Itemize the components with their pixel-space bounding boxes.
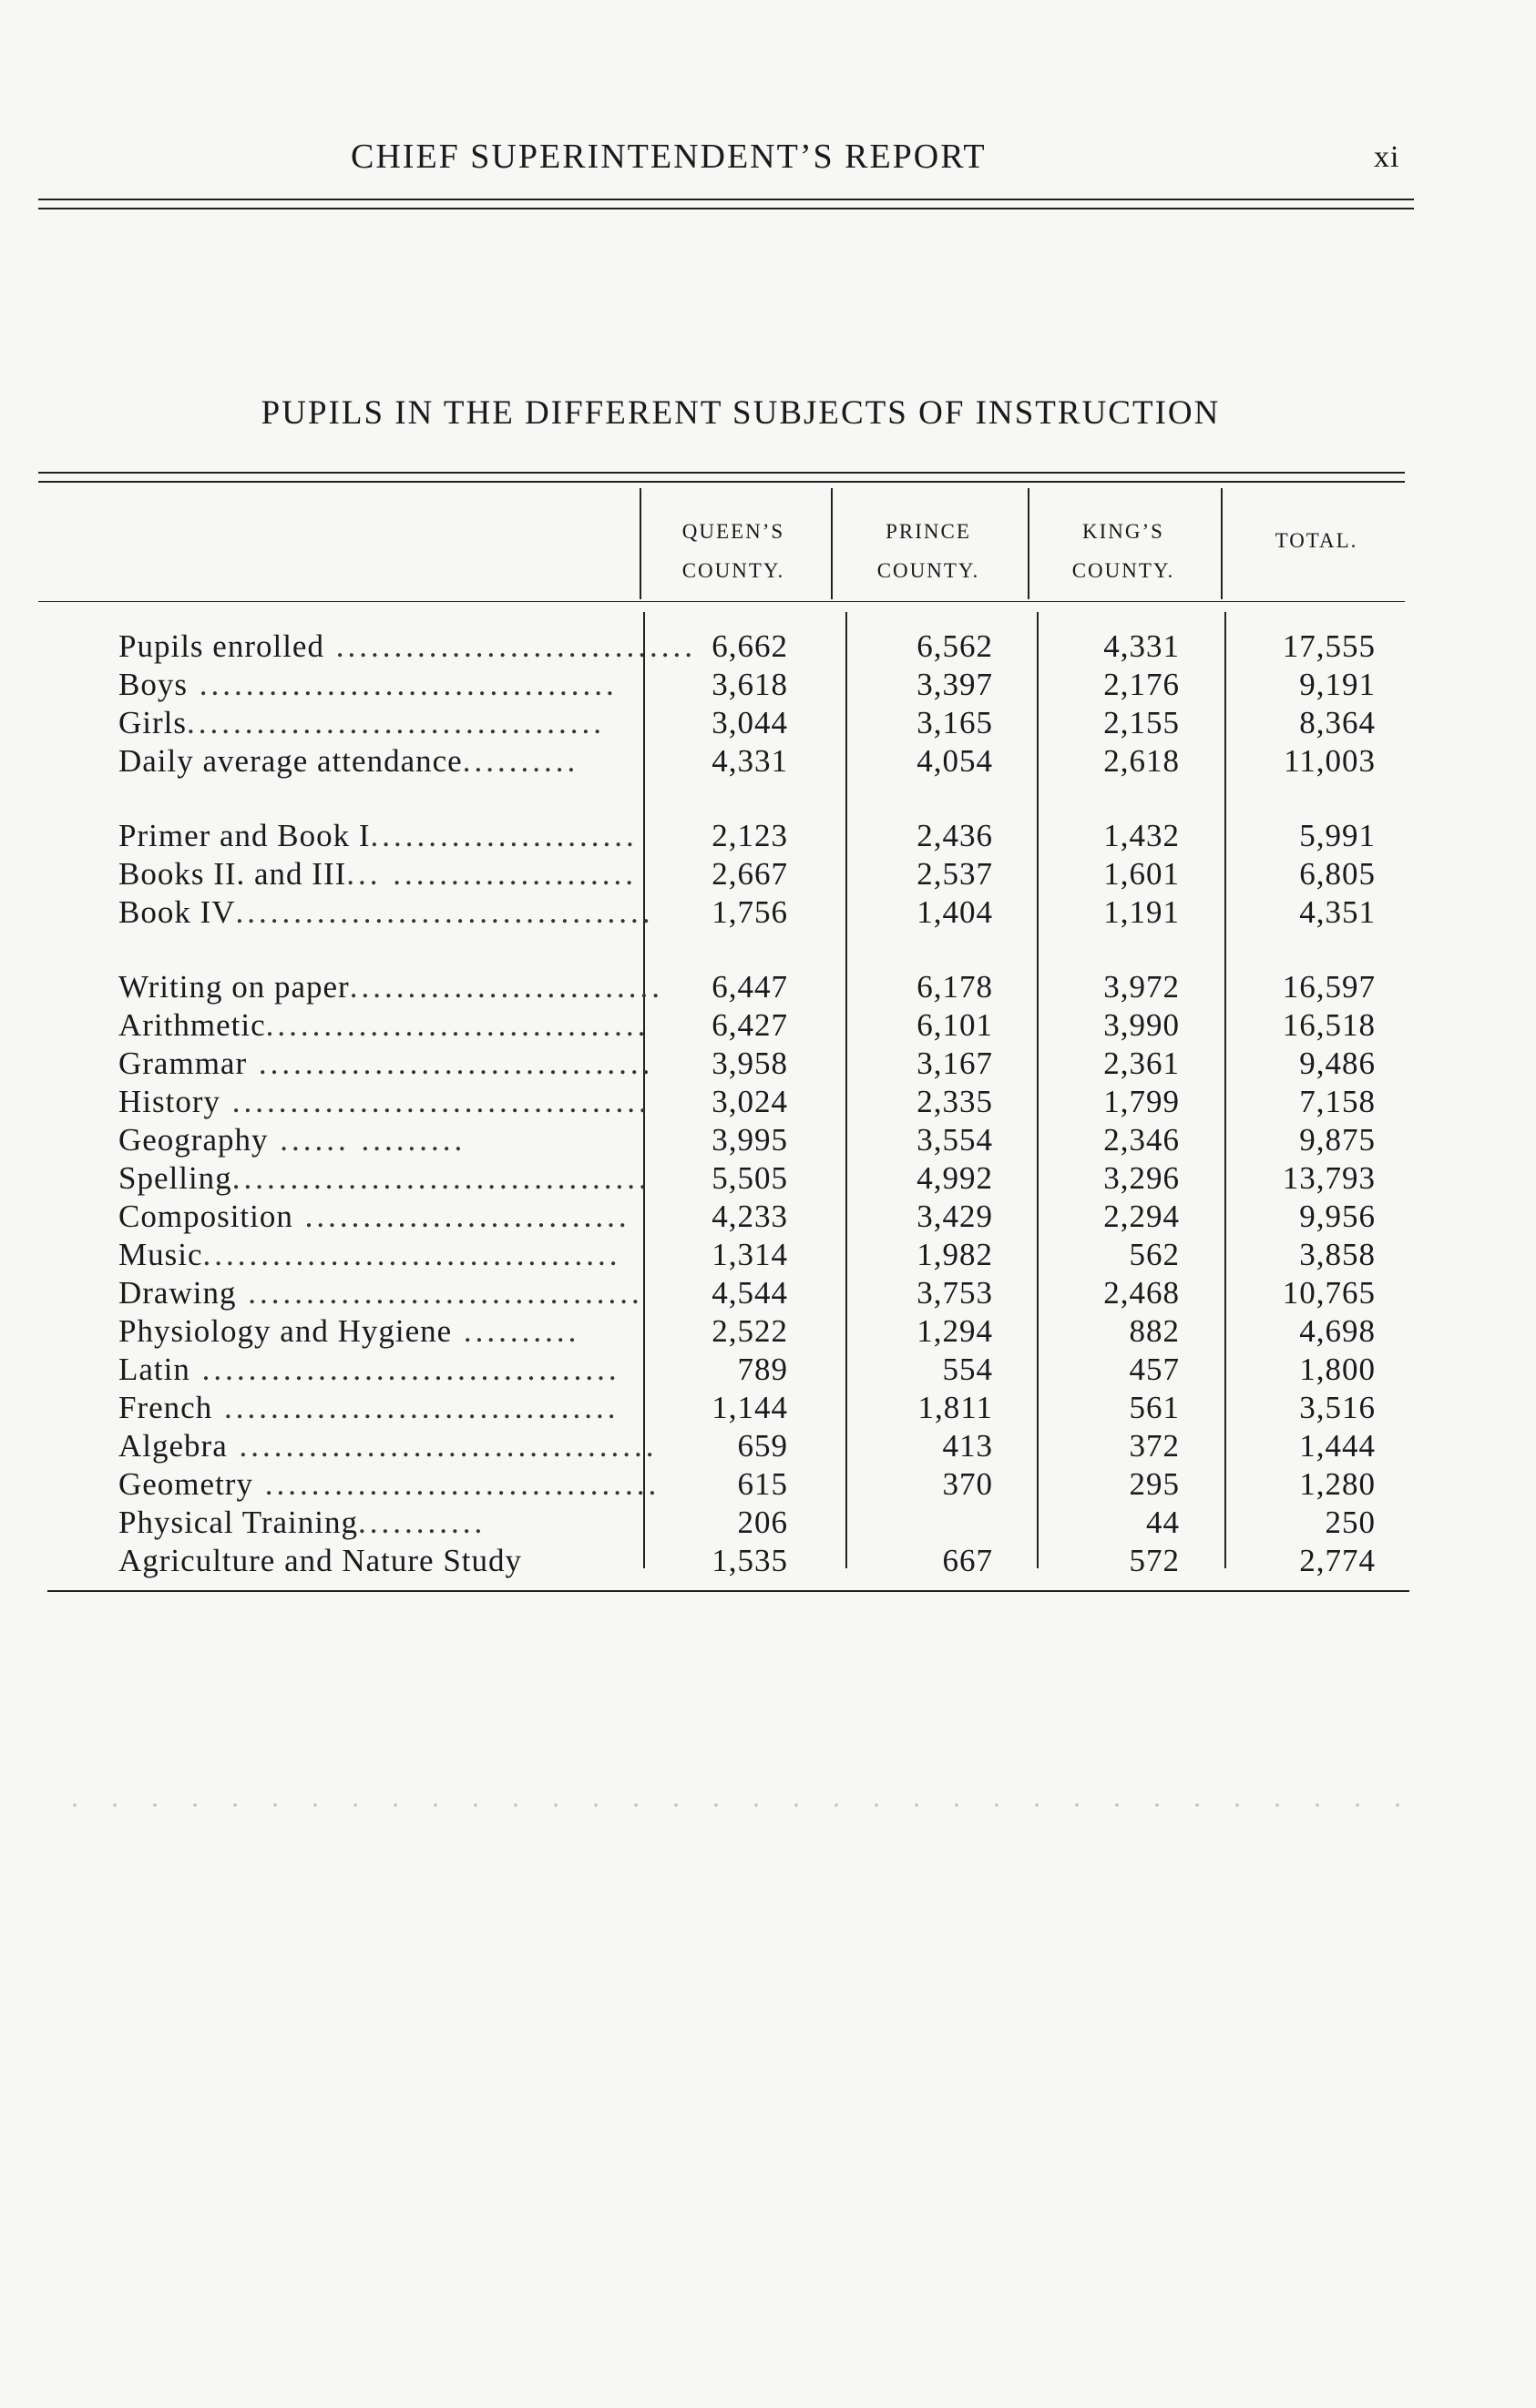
table-row [0,1275,1536,1313]
cell-queens: 6,427 [712,1007,788,1043]
table-row [0,1199,1536,1237]
cell-total: 3,858 [1299,1237,1376,1272]
running-head [0,137,1536,182]
cell-prince: 667 [942,1543,993,1578]
cell-queens: 3,024 [712,1084,788,1119]
cell-queens: 4,544 [712,1275,788,1311]
row-label: Geography ...... ......... [118,1122,466,1158]
cell-prince: 3,554 [916,1122,993,1158]
row-label: Physical Training........... [118,1505,486,1540]
cell-queens: 1,144 [712,1390,788,1425]
table-row [0,1122,1536,1160]
cell-prince: 413 [942,1428,993,1464]
cell-queens: 2,667 [712,856,788,892]
row-label: Books II. and III... ..................... [118,856,638,892]
row-label: Girls.................................... [118,705,605,740]
cell-queens: 1,756 [712,894,788,930]
cell-prince: 6,178 [916,969,993,1005]
row-label: Drawing .................................. [118,1275,643,1311]
col-header-line: TOTAL. [1275,529,1358,552]
col-header-line: COUNTY. [681,559,785,582]
cell-kings: 2,294 [1103,1199,1180,1234]
table-row [0,1237,1536,1275]
row-label: History .................................... [118,1084,650,1119]
cell-total: 9,875 [1299,1122,1376,1158]
row-label: Arithmetic................................. [118,1007,650,1043]
table-row [0,1505,1536,1543]
row-label: Spelling.................................... [118,1160,650,1196]
table-row [0,1046,1536,1084]
page-number: xi [1374,140,1400,174]
table-row [0,1390,1536,1428]
cell-queens: 615 [737,1466,788,1502]
cell-kings: 4,331 [1103,628,1180,664]
cell-prince: 2,335 [916,1084,993,1119]
cell-total: 16,597 [1282,969,1376,1005]
cell-kings: 2,155 [1103,705,1180,740]
cell-total: 1,800 [1299,1352,1376,1387]
cell-queens: 3,995 [712,1122,788,1158]
cell-queens: 2,522 [712,1313,788,1349]
table-row [0,1543,1536,1581]
cell-queens: 5,505 [712,1160,788,1196]
cell-total: 7,158 [1299,1084,1376,1119]
cell-queens: 659 [737,1428,788,1464]
table-row [0,894,1536,933]
cell-prince: 3,753 [916,1275,993,1311]
cell-queens: 789 [737,1352,788,1387]
cell-kings: 2,468 [1103,1275,1180,1311]
cell-queens: 3,618 [712,667,788,702]
table-title: PUPILS IN THE DIFFERENT SUBJECTS OF INSTRUCTION [261,394,1221,432]
cell-total: 9,956 [1299,1199,1376,1234]
cell-prince: 4,992 [916,1160,993,1196]
cell-prince: 2,537 [916,856,993,892]
cell-prince: 6,562 [916,628,993,664]
col-header-line: PRINCE [886,520,971,543]
cell-total: 16,518 [1282,1007,1376,1043]
col-header-line: KING’S [1082,520,1164,543]
cell-total: 4,698 [1299,1313,1376,1349]
cell-queens: 6,662 [712,628,788,664]
row-label: Composition ............................ [118,1199,630,1234]
cell-prince: 370 [942,1466,993,1502]
cell-kings: 3,296 [1103,1160,1180,1196]
row-label: Agriculture and Nature Study [118,1543,523,1578]
col-header-line: COUNTY. [1071,559,1175,582]
cell-total: 9,191 [1299,667,1376,702]
cell-total: 9,486 [1299,1046,1376,1081]
header-rule-bottom [38,208,1414,209]
row-label: Book IV.................................... [118,894,654,930]
cell-queens: 6,447 [712,969,788,1005]
col-header-total [1221,521,1412,560]
cell-total: 17,555 [1282,628,1376,664]
row-label: Algebra .................................... [118,1428,658,1464]
cell-queens: 4,331 [712,743,788,779]
col-header-kings [1028,512,1219,590]
table-row [0,1007,1536,1046]
col-header-line: COUNTY. [876,559,980,582]
faint-dotted-line [55,1803,1403,1807]
cell-kings: 2,176 [1103,667,1180,702]
table-bottom-rule [47,1590,1409,1592]
cell-total: 3,516 [1299,1390,1376,1425]
table-top-rule [38,472,1405,474]
table-row [0,1466,1536,1505]
cell-total: 13,793 [1282,1160,1376,1196]
table-row [0,743,1536,781]
header-divider [831,488,833,599]
cell-queens: 2,123 [712,818,788,853]
cell-queens: 1,535 [712,1543,788,1578]
row-label: Music.................................... [118,1237,621,1272]
cell-prince: 3,167 [916,1046,993,1081]
row-label: Primer and Book I....................... [118,818,638,853]
row-label: Latin .................................... [118,1352,620,1387]
table-row [0,856,1536,894]
cell-total: 5,991 [1299,818,1376,853]
cell-kings: 1,191 [1103,894,1180,930]
row-label: Pupils enrolled ............................... [118,628,696,664]
cell-kings: 572 [1129,1543,1180,1578]
cell-prince: 2,436 [916,818,993,853]
row-label: Boys .................................... [118,667,618,702]
cell-total: 2,774 [1299,1543,1376,1578]
cell-total: 1,444 [1299,1428,1376,1464]
table-row [0,1313,1536,1352]
cell-kings: 2,361 [1103,1046,1180,1081]
header-rule-top [38,199,1414,200]
table-row [0,1084,1536,1122]
cell-kings: 1,432 [1103,818,1180,853]
cell-total: 11,003 [1284,743,1376,779]
col-header-line: QUEEN’S [681,520,785,543]
cell-total: 4,351 [1299,894,1376,930]
cell-prince: 1,294 [916,1313,993,1349]
row-label: Daily average attendance.......... [118,743,579,779]
table-row [0,1428,1536,1466]
table-row [0,628,1536,667]
row-label: Geometry .................................. [118,1466,660,1502]
header-bottom-rule [38,601,1405,602]
cell-kings: 562 [1129,1237,1180,1272]
table-row [0,818,1536,856]
cell-kings: 1,601 [1103,856,1180,892]
col-header-prince [831,512,1026,590]
cell-prince: 3,165 [916,705,993,740]
col-header-queens [638,512,829,590]
table-row [0,705,1536,743]
row-label: Grammar .................................. [118,1046,654,1081]
running-title: CHIEF SUPERINTENDENT’S REPORT [351,138,987,176]
row-label: Writing on paper........................... [118,969,663,1005]
cell-kings: 3,972 [1103,969,1180,1005]
cell-prince: 1,404 [916,894,993,930]
header-divider [1028,488,1029,599]
cell-kings: 1,799 [1103,1084,1180,1119]
cell-prince: 3,429 [916,1199,993,1234]
cell-prince: 6,101 [916,1007,993,1043]
cell-total: 8,364 [1299,705,1376,740]
cell-queens: 1,314 [712,1237,788,1272]
cell-prince: 4,054 [916,743,993,779]
cell-queens: 206 [737,1505,788,1540]
cell-kings: 2,618 [1103,743,1180,779]
table-row [0,969,1536,1007]
header-divider [1221,488,1223,599]
header-divider [640,488,641,599]
cell-prince: 3,397 [916,667,993,702]
cell-queens: 3,044 [712,705,788,740]
cell-kings: 44 [1146,1505,1180,1540]
table-row [0,667,1536,705]
cell-prince: 1,982 [916,1237,993,1272]
cell-kings: 882 [1129,1313,1180,1349]
cell-kings: 372 [1129,1428,1180,1464]
cell-total: 1,280 [1299,1466,1376,1502]
cell-kings: 3,990 [1103,1007,1180,1043]
table-row [0,1160,1536,1199]
row-label: Physiology and Hygiene .......... [118,1313,580,1349]
cell-total: 10,765 [1282,1275,1376,1311]
table-top-rule-2 [38,481,1405,483]
table-row [0,1352,1536,1390]
cell-kings: 457 [1129,1352,1180,1387]
cell-kings: 295 [1129,1466,1180,1502]
row-label: French .................................. [118,1390,620,1425]
cell-prince: 1,811 [917,1390,993,1425]
cell-total: 250 [1325,1505,1376,1540]
cell-queens: 4,233 [712,1199,788,1234]
cell-prince: 554 [942,1352,993,1387]
cell-queens: 3,958 [712,1046,788,1081]
cell-kings: 2,346 [1103,1122,1180,1158]
cell-kings: 561 [1129,1390,1180,1425]
cell-total: 6,805 [1299,856,1376,892]
